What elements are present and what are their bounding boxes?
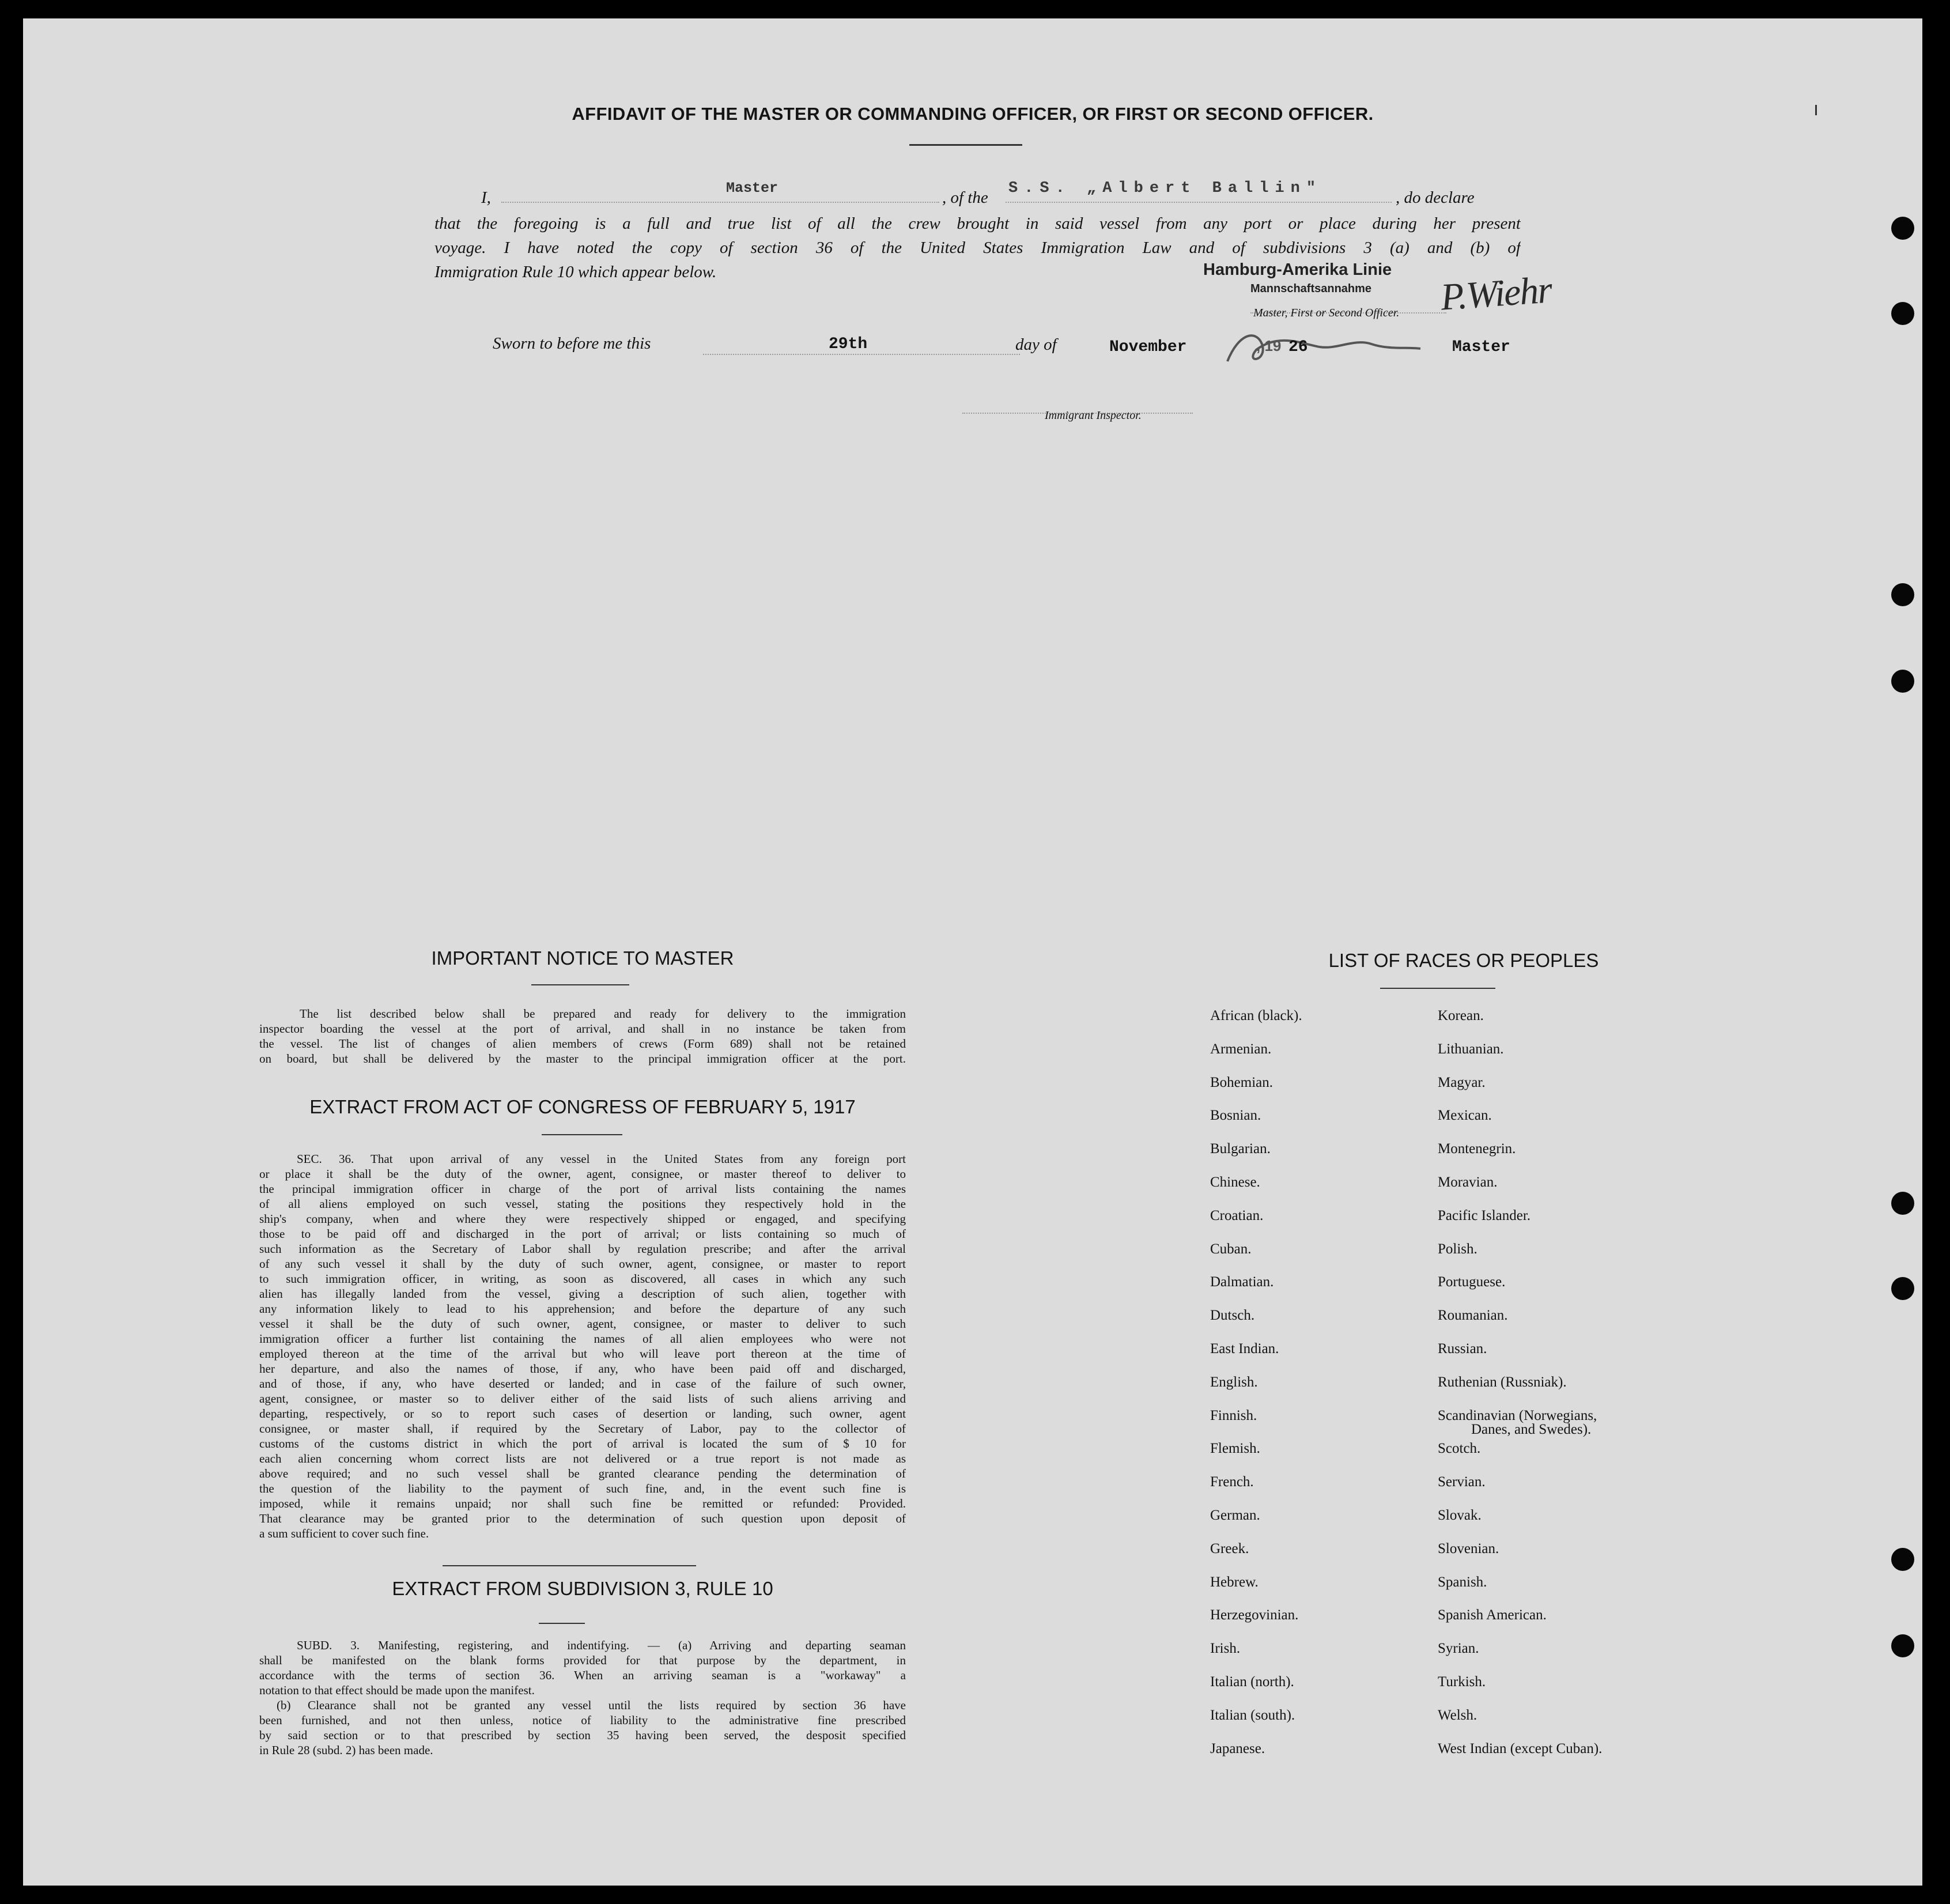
paragraph-line: ship's company, when and where they were respectively shipped or engaged, and specifying	[259, 1212, 906, 1226]
signature: P.Wiehr	[1439, 269, 1553, 319]
races-rule	[1380, 988, 1495, 989]
paragraph-line: That clearance may be granted prior to the determination of such question upon deposit of	[259, 1512, 906, 1525]
paragraph-line: her departure, and also the names of those, if any, who have been paid off and discharged,	[259, 1362, 906, 1376]
paragraph-line: SEC. 36. That upon arrival of any vessel in the United States from any foreign port	[297, 1152, 906, 1166]
paragraph-line: immigration officer a further list containing the names of all alien employees who were not	[259, 1332, 906, 1346]
paragraph-line: above required; and no such vessel shall be granted clearance pending the determination of	[259, 1467, 906, 1480]
notice-heading: IMPORTANT NOTICE TO MASTER	[431, 947, 734, 969]
affidavit-i: I,	[481, 188, 491, 207]
race-item: French.	[1210, 1474, 1254, 1490]
paragraph-line: those to be paid off and discharged in the port of arrival; or lists containing so much of	[259, 1227, 906, 1241]
paragraph-line: SUBD. 3. Manifesting, registering, and indentifying. — (a) Arriving and departing seaman	[297, 1638, 906, 1652]
race-item: Flemish.	[1210, 1441, 1260, 1457]
day-field	[703, 354, 1020, 355]
race-item: Korean.	[1438, 1008, 1484, 1023]
paragraph-line: vessel it shall be the duty of such owner, agent, consignee, or master to deliver to such	[259, 1317, 906, 1331]
paragraph-line: accordance with the terms of section 36. When an arriving seaman is a "workaway" a	[259, 1668, 906, 1682]
title-rule	[909, 144, 1022, 146]
race-item: Lithuanian.	[1438, 1041, 1504, 1057]
year-typed: 26	[1288, 338, 1308, 356]
punch-hole-icon	[1891, 1548, 1914, 1571]
notice-line: The list described below shall be prepared and ready for delivery to the immigration	[300, 1007, 906, 1021]
race-item: Mexican.	[1438, 1108, 1492, 1124]
vessel-field	[1006, 202, 1392, 203]
race-item: Magyar.	[1438, 1074, 1486, 1090]
inspector-caption: Immigrant Inspector.	[1045, 409, 1142, 422]
punch-hole-icon	[1891, 670, 1914, 693]
rule-heading: EXTRACT FROM SUBDIVISION 3, RULE 10	[392, 1578, 773, 1599]
races-heading: LIST OF RACES OR PEOPLES	[1328, 950, 1599, 971]
paragraph-line: shall be manifested on the blank forms provided for that purpose by the department, in	[259, 1653, 906, 1667]
race-item: Roumanian.	[1438, 1308, 1508, 1324]
race-item: Slovenian.	[1438, 1540, 1499, 1557]
race-item: Bohemian.	[1210, 1074, 1273, 1090]
race-item: Greek.	[1210, 1540, 1249, 1557]
stamp-company: Hamburg-Amerika Linie	[1203, 260, 1392, 279]
race-item: Bosnian.	[1210, 1108, 1261, 1124]
race-item: Irish.	[1210, 1641, 1241, 1657]
paragraph-line: alien has illegally landed from the vessel, giving a description of such alien, together with	[259, 1287, 906, 1301]
paragraph-line: consignee, or master shall, if required by the Secretary of Labor, pay to the collector of	[259, 1422, 906, 1435]
race-item: Hebrew.	[1210, 1574, 1259, 1590]
race-item: Japanese.	[1210, 1740, 1265, 1756]
month-typed: November	[1109, 338, 1187, 356]
paragraph-line: or place it shall be the duty of the owner, agent, consignee, or master thereof to deliver to	[259, 1167, 906, 1181]
of-the-label: , of the	[942, 188, 988, 207]
paragraph-line: (b) Clearance shall not be granted any vessel until the lists required by section 36 have	[277, 1698, 906, 1712]
race-item: Ruthenian (Russniak).	[1438, 1374, 1567, 1390]
paragraph-line: agent, consignee, or master so to deliver either of the said lists of such aliens arriving and	[259, 1392, 906, 1406]
paragraph-line: a sum sufficient to cover such fine.	[259, 1527, 429, 1540]
race-item: Montenegrin.	[1438, 1141, 1516, 1157]
rule-rule	[539, 1623, 585, 1624]
declaration-line: Immigration Rule 10 which appear below.	[434, 263, 717, 281]
race-item: Scotch.	[1438, 1441, 1481, 1457]
notice-line: inspector boarding the vessel at the port of arrival, and shall in no instance be taken from	[259, 1022, 906, 1036]
race-item: Scandinavian (Norwegians,	[1438, 1407, 1597, 1423]
punch-hole-icon	[1891, 1277, 1914, 1300]
rule-text	[259, 1638, 906, 1758]
notice-text	[259, 1006, 906, 1066]
affidavit-title: AFFIDAVIT OF THE MASTER OR COMMANDING OFFICER, OR FIRST OR SECOND OFFICER.	[572, 104, 1374, 124]
paragraph-line: customs of the customs district in which the port of arrival is located the sum of $ 10 for	[259, 1437, 906, 1450]
race-item: Turkish.	[1438, 1674, 1486, 1690]
rule-top-rule	[443, 1565, 696, 1566]
act-text	[259, 1151, 906, 1541]
race-item: Syrian.	[1438, 1641, 1479, 1657]
race-item: German.	[1210, 1508, 1260, 1523]
race-item: Pacific Islander.	[1438, 1207, 1531, 1223]
paragraph-line: employed thereon at the time of the arrival but who will leave port thereon at the time of	[259, 1347, 906, 1361]
act-heading: EXTRACT FROM ACT OF CONGRESS OF FEBRUARY 5, 1917	[309, 1096, 856, 1117]
paragraph-line: and of those, if any, who have deserted or landed; and in case of the failure of such owner,	[259, 1377, 906, 1391]
vessel-typed: S.S. „Albert Ballin"	[1008, 180, 1322, 197]
race-item: Cuban.	[1210, 1241, 1252, 1257]
sworn-label: Sworn to before me this	[493, 334, 651, 353]
inspector-scrawl	[1222, 327, 1429, 367]
rank-typed: Master	[726, 180, 779, 197]
paragraph-line: each alien concerning whom correct lists are not delivered or a true report is not made as	[259, 1452, 906, 1465]
race-item: East Indian.	[1210, 1341, 1279, 1357]
paragraph-line: to such immigration officer, in writing, as soon as discovered, all cases in which any such	[259, 1272, 906, 1286]
punch-hole-icon	[1891, 1634, 1914, 1657]
punch-hole-icon	[1891, 1192, 1914, 1215]
paragraph-line: notation to that effect should be made upon the manifest.	[259, 1683, 535, 1697]
race-item: Russian.	[1438, 1341, 1487, 1357]
punch-hole-icon	[1891, 583, 1914, 606]
race-item: Italian (south).	[1210, 1707, 1295, 1723]
notice-line: the vessel. The list of changes of alien members of crews (Form 689) shall not be retained	[259, 1037, 906, 1051]
race-item: Italian (north).	[1210, 1674, 1294, 1690]
race-item: West Indian (except Cuban).	[1438, 1740, 1603, 1756]
notice-line: on board, but shall be delivered by the master to the principal immigration officer at the port.	[259, 1052, 906, 1066]
declaration-line: that the foregoing is a full and true list of all the crew brought in said vessel from any port or place during her present	[434, 214, 1521, 233]
race-item: Portuguese.	[1438, 1274, 1506, 1290]
paragraph-line: any information likely to lead to his apprehension; and before the departure of any such	[259, 1302, 906, 1316]
race-item: Bulgarian.	[1210, 1141, 1271, 1157]
stamp-department: Mannschaftsannahme	[1250, 282, 1372, 295]
race-item: Polish.	[1438, 1241, 1477, 1257]
race-item: Slovak.	[1438, 1508, 1482, 1523]
paragraph-line: imposed, while it remains unpaid; nor shall such fine be remitted or refunded: Provided.	[259, 1497, 906, 1510]
paragraph-line: departing, respectively, or so to report such cases of desertion or landing, such owner, agent	[259, 1407, 906, 1421]
paragraph-line: the question of the liability to the payment of such fine, and, in the event such fine is	[259, 1482, 906, 1495]
day-typed: 29th	[829, 335, 868, 353]
act-rule	[542, 1134, 622, 1135]
paragraph-line: by said section or to that prescribed by section 35 having been served, the desposit specified	[259, 1728, 906, 1742]
day-of-label: day of	[1015, 335, 1057, 354]
punch-hole-icon	[1891, 217, 1914, 240]
paragraph-line: been furnished, and not then unless, notice of liability to the administrative fine prescribed	[259, 1713, 906, 1727]
notice-rule	[531, 984, 629, 985]
race-item: Welsh.	[1438, 1707, 1477, 1723]
punch-hole-icon	[1891, 302, 1914, 325]
rank-after-year: Master	[1452, 338, 1510, 356]
do-declare-label: , do declare	[1396, 188, 1475, 207]
paragraph-line: such information as the Secretary of Labor shall by regulation prescribe; and after the arrival	[259, 1242, 906, 1256]
race-item: Spanish American.	[1438, 1607, 1547, 1623]
paragraph-line: the principal immigration officer in charge of the port of arrival lists containing the names	[259, 1182, 906, 1196]
paragraph-line: in Rule 28 (subd. 2) has been made.	[259, 1743, 433, 1757]
signer-caption: Master, First or Second Officer.	[1253, 307, 1400, 319]
race-item: Dutsch.	[1210, 1308, 1255, 1324]
race-item: Finnish.	[1210, 1407, 1257, 1423]
race-item: African (black).	[1210, 1008, 1302, 1023]
document-page	[23, 18, 1922, 1886]
rank-field	[501, 202, 939, 203]
race-item: Spanish.	[1438, 1574, 1487, 1590]
paragraph-line: of any such vessel it shall by the duty of such owner, agent, consignee, or master to report	[259, 1257, 906, 1271]
race-item: Chinese.	[1210, 1174, 1260, 1190]
race-item: Servian.	[1438, 1474, 1486, 1490]
race-item: Croatian.	[1210, 1207, 1264, 1223]
race-item: Armenian.	[1210, 1041, 1272, 1057]
race-item: Herzegovinian.	[1210, 1607, 1299, 1623]
paragraph-line: of all aliens employed on such vessel, stating the positions they respectively hold in the	[259, 1197, 906, 1211]
year-prefix: , 19	[1256, 337, 1282, 354]
race-item-continuation: Danes, and Swedes).	[1471, 1421, 1592, 1437]
race-item: Moravian.	[1438, 1174, 1498, 1190]
race-item: English.	[1210, 1374, 1258, 1390]
declaration-line: voyage. I have noted the copy of section 36 of the United States Immigration Law and of subdivisions 3 (a) and (b) of	[434, 239, 1521, 257]
race-item: Dalmatian.	[1210, 1274, 1274, 1290]
